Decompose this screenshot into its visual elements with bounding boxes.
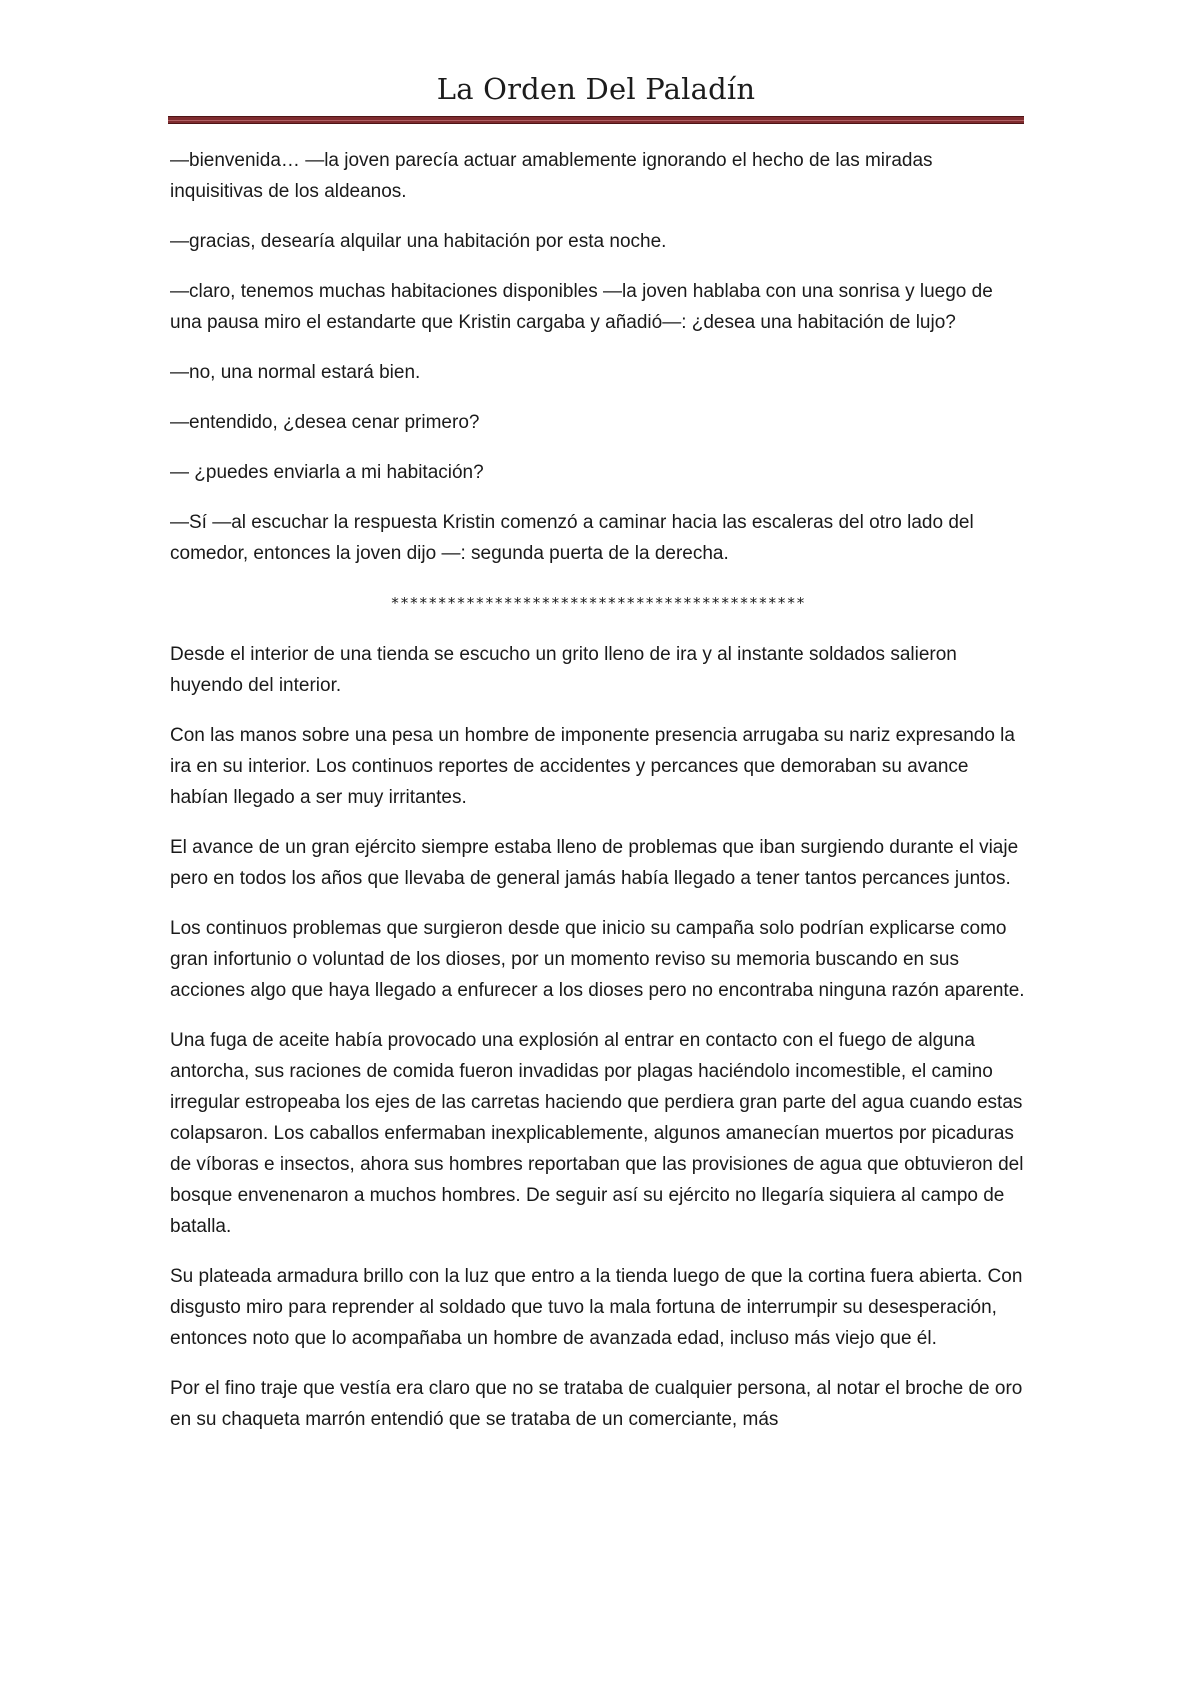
paragraph: El avance de un gran ejército siempre estaba lleno de problemas que iban surgiendo durante el viaje pero en todos los años que llevaba de general jamás había llegado a tener tantos percances juntos. xyxy=(170,837,1019,889)
paragraph: Los continuos problemas que surgieron desde que inicio su campaña solo podrían explicarse como gran infortunio o voluntad de los dioses, por un momento reviso su memoria buscando en sus acciones algo que haya llegado a enfurecer a los dioses pero no encontraba ninguna razón aparente. xyxy=(170,918,1025,1001)
paragraph: —Sí —al escuchar la respuesta Kristin comenzó a caminar hacia las escaleras del otro lado del comedor, entonces la joven dijo —: segunda puerta de la derecha. xyxy=(170,512,974,564)
paragraph: —gracias, desearía alquilar una habitación por esta noche. xyxy=(170,231,667,252)
paragraph: —no, una normal estará bien. xyxy=(170,362,421,383)
paragraph: — ¿puedes enviarla a mi habitación? xyxy=(170,462,484,483)
paragraph: Por el fino traje que vestía era claro que no se trataba de cualquier persona, al notar el broche de oro en su chaqueta marrón entendió que se trataba de un comerciante, más xyxy=(170,1378,1023,1430)
paragraph: Desde el interior de una tienda se escucho un grito lleno de ira y al instante soldados salieron huyendo del interior. xyxy=(170,644,957,696)
book-title: La Orden Del Paladín xyxy=(436,72,756,106)
paragraph: —bienvenida… —la joven parecía actuar amablemente ignorando el hecho de las miradas inquisitivas de los aldeanos. xyxy=(170,150,933,202)
paragraph: Una fuga de aceite había provocado una explosión al entrar en contacto con el fuego de alguna antorcha, sus raciones de comida fueron invadidas por plagas haciéndolo incomestible, el camino irregular estropeaba los ejes de las carretas haciendo que perdiera gran parte del agua cuando estas colapsaron. Los caballos enfermaban inexplicablemente, algunos amanecían muertos por picaduras de víboras e insectos, ahora sus hombres reportaban que las provisiones de agua que obtuvieron del bosque envenenaron a muchos hombres. De seguir así su ejército no llegaría siquiera al campo de batalla. xyxy=(170,1030,1024,1237)
header-rule xyxy=(168,116,1024,124)
paragraph: Su plateada armadura brillo con la luz que entro a la tienda luego de que la cortina fuera abierta. Con disgusto miro para reprender al soldado que tuvo la mala fortuna de interrumpir su desesperación, entonces noto que lo acompañaba un hombre de avanzada edad, incluso más viejo que él. xyxy=(170,1266,1023,1349)
paragraph: Con las manos sobre una pesa un hombre de imponente presencia arrugaba su nariz expresando la ira en su interior. Los continuos reportes de accidentes y percances que demoraban su avance habían llegado a ser muy irritantes. xyxy=(170,725,1015,808)
paragraph: —entendido, ¿desea cenar primero? xyxy=(170,412,480,433)
paragraph: —claro, tenemos muchas habitaciones disponibles —la joven hablaba con una sonrisa y luego de una pausa miro el estandarte que Kristin cargaba y añadió—: ¿desea una habitación de lujo? xyxy=(170,281,993,333)
scene-separator: ******************************************** xyxy=(390,594,806,612)
body-text xyxy=(170,145,1026,1454)
page-header xyxy=(168,68,1024,124)
